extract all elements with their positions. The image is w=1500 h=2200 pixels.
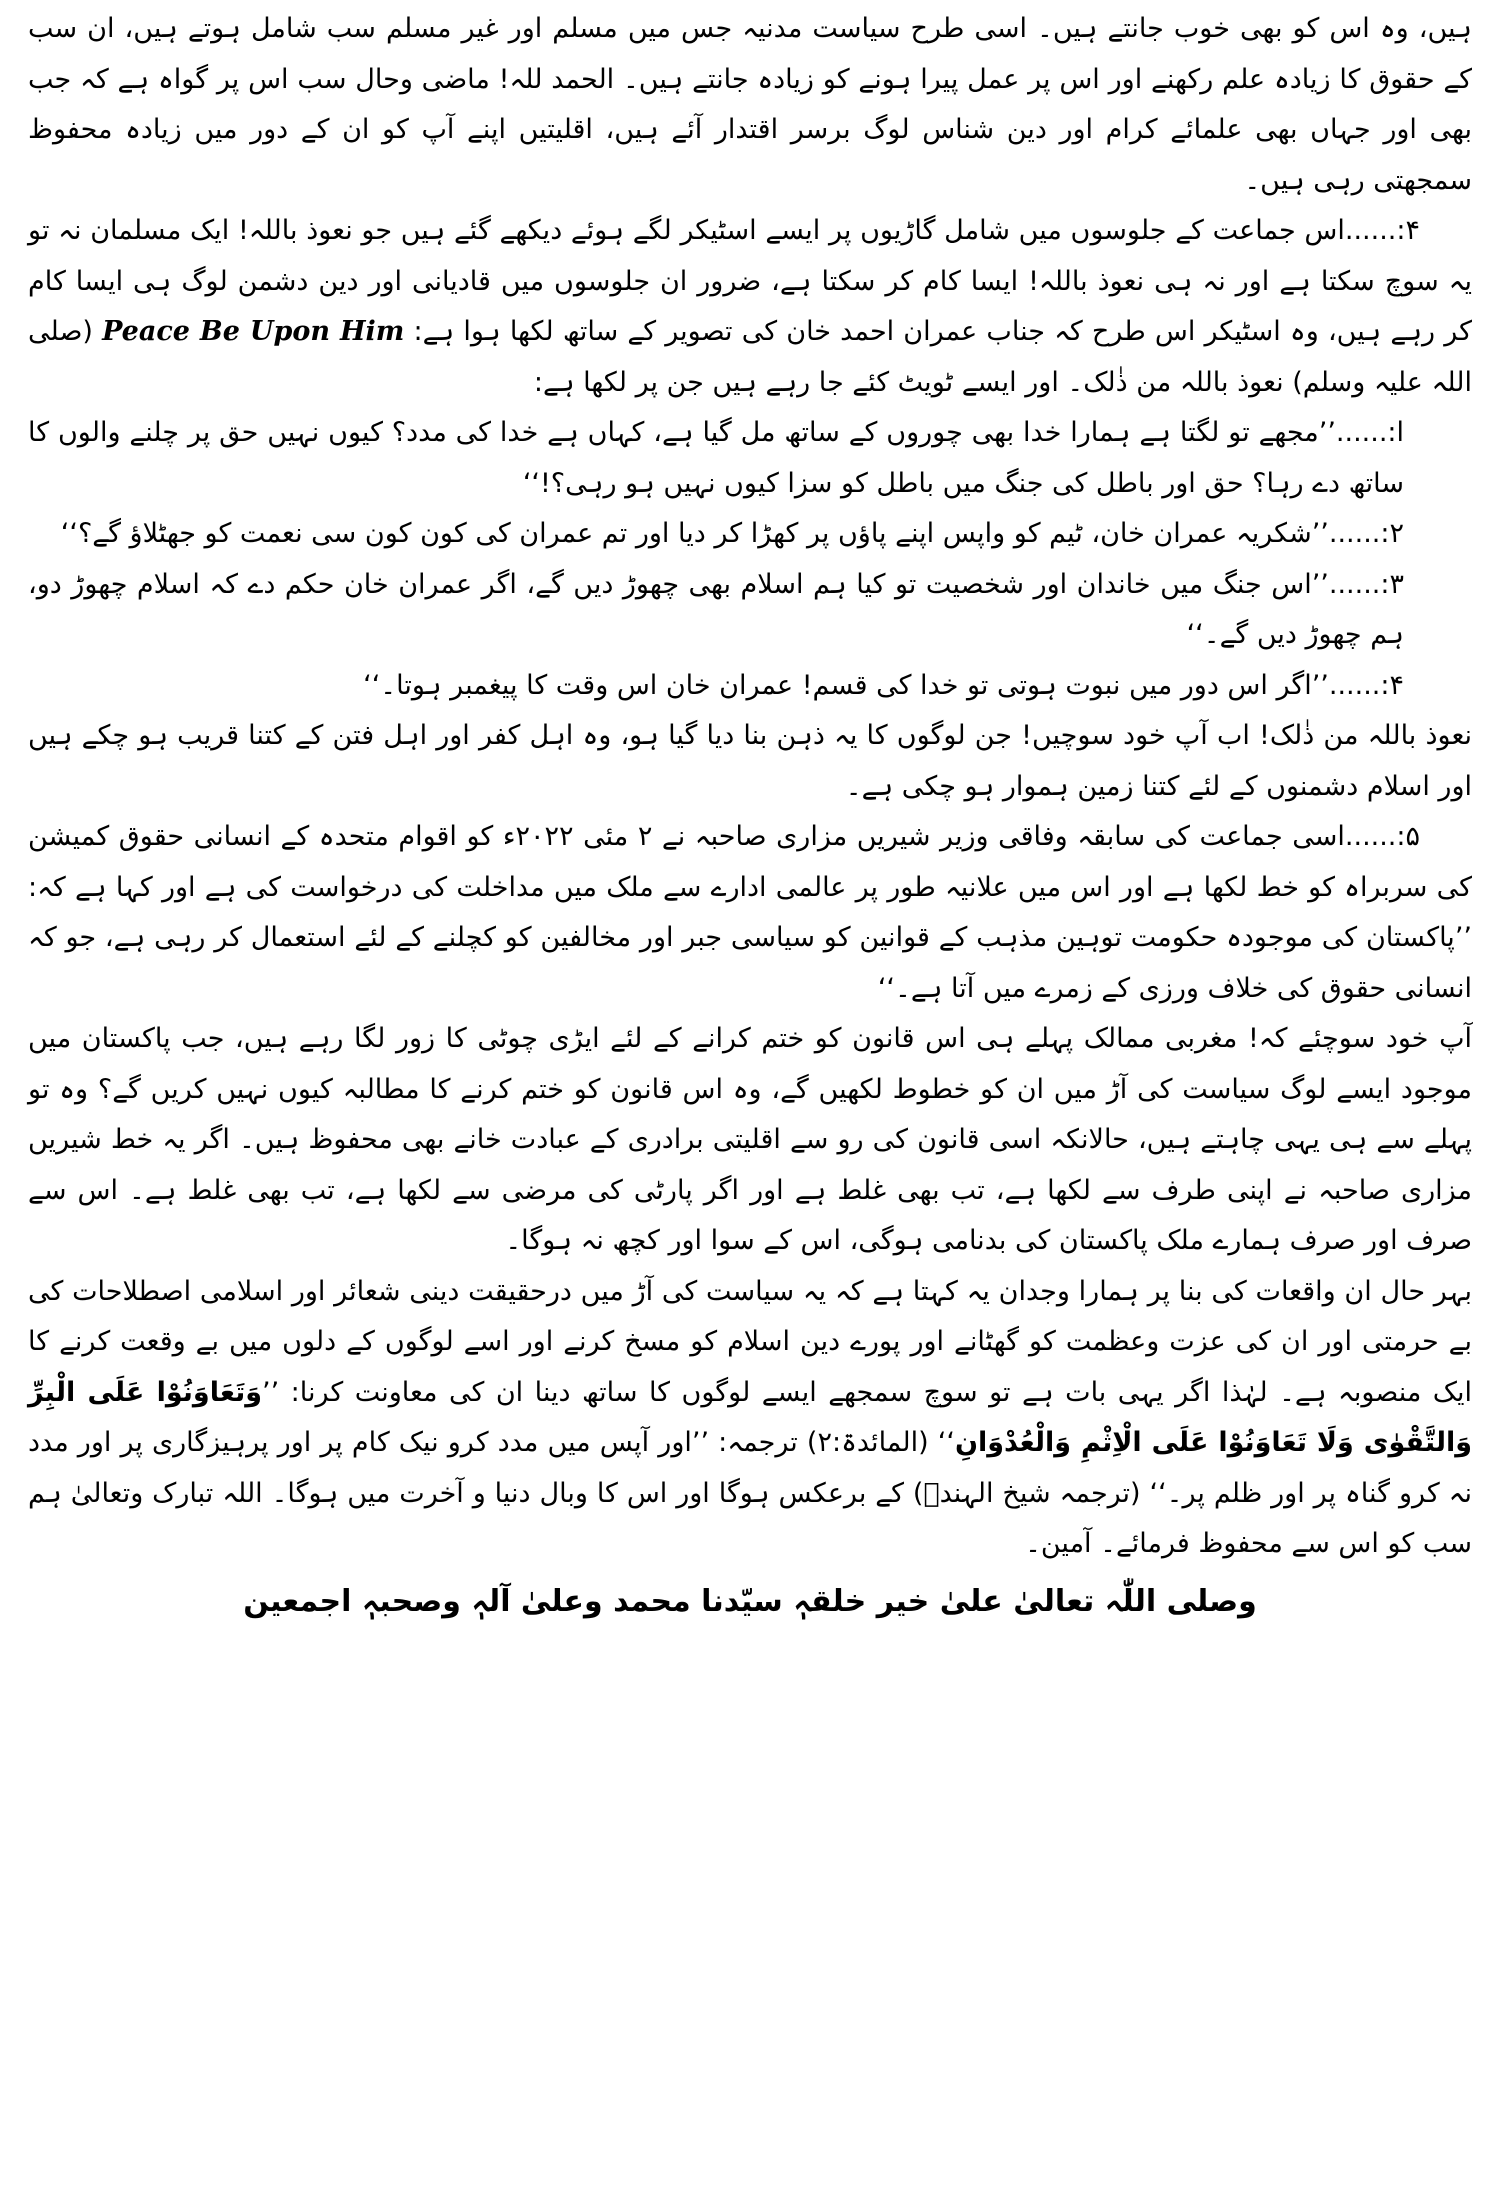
paragraph-point-4-continued: (صلی اللہ علیہ وسلم) نعوذ باللہ من ذٰلک۔ اور ایسے ٹویٹ کئے جا رہے ہیں جن پر لکھا ہے: bbox=[28, 316, 1472, 398]
paragraph-reflection: نعوذ باللہ من ذٰلک! اب آپ خود سوچیں! جن لوگوں کا یہ ذہن بنا دیا گیا ہو، وہ اہل کفر اور اہل فتن کے کتنا قریب ہو چکے ہیں اور اسلام دشمنوں کے لئے کتنا زمین ہموار ہو چکی ہے۔ bbox=[28, 720, 1472, 802]
quote-4: ۴:......’’اگر اس دور میں نبوت ہوتی تو خدا کی قسم! عمران خان اس وقت کا پیغمبر ہوتا۔‘‘ bbox=[363, 669, 1404, 701]
paragraph-letter-analysis: آپ خود سوچئے کہ! مغربی ممالک پہلے ہی اس قانون کو ختم کرانے کے لئے ایڑی چوٹی کا زور لگا رہے ہیں، جب پاکستان میں موجود ایسے لوگ سیاست کی آڑ میں ان کو خطوط لکھیں گے، وہ اس قانون کو ختم کرنے کا مطالبہ کیوں نہیں کریں گے؟ وہ تو پہلے سے ہی یہی چاہتے ہیں، حالانکہ اسی قانون کی رو سے اقلیتی برادری کے عبادت خانے بھی محفوظ ہیں۔ اگر یہ خط شیریں مزاری صاحبہ نے اپنی طرف سے لکھا ہے، تب بھی غلط ہے اور اگر پارٹی کی مرضی سے لکھا ہے، تب بھی غلط ہے۔ اس سے صرف اور صرف ہمارے ملک پاکستان کی بدنامی ہوگی، اس کے سوا اور کچھ نہ ہوگا۔ bbox=[28, 1023, 1472, 1256]
closing-salutation: وصلی اللّٰہ تعالیٰ علیٰ خیر خلقہٖ سیّدنا محمد وعلیٰ آلہٖ وصحبہٖ اجمعین bbox=[243, 1583, 1257, 1619]
quran-verse: وَتَعَاوَنُوْا عَلَی الْبِرِّ وَالتَّقْوٰی وَلَا تَعَاوَنُوْا عَلَی الْاِثْمِ وَالْعُدْوَانِ bbox=[28, 1376, 1473, 1458]
paragraph-conclusion bbox=[28, 1267, 1472, 1570]
paragraph-point-4 bbox=[28, 206, 1472, 408]
paragraph-conclusion-text: بہر حال ان واقعات کی بنا پر ہمارا وجدان یہ کہتا ہے کہ یہ سیاست کی آڑ میں درحقیقت دینی شعائر اور اسلامی اصطلاحات کی بے حرمتی اور ان کی عزت وعظمت کو گھٹانے اور پورے دین اسلام کو مسخ کرنے اور اسے لوگوں کے دلوں میں بے وقعت کرنے کا ایک منصوبہ ہے۔ لہٰذا اگر یہی بات ہے تو سوچ سمجھے ایسے لوگوں کا ساتھ دینا ان کی معاونت کرنا: ’’ bbox=[28, 1275, 1472, 1408]
quote-3: ۳:......’’اس جنگ میں خاندان اور شخصیت تو کیا ہم اسلام بھی چھوڑ دیں گے، اگر عمران خان حکم دے کہ اسلام چھوڑ دو، ہم چھوڑ دیں گے۔‘‘ bbox=[28, 568, 1404, 650]
paragraph-point-4-text: ۴:......اس جماعت کے جلوسوں میں شامل گاڑیوں پر ایسے اسٹیکر لگے ہوئے دیکھے گئے ہیں جو نعوذ باللہ! ایک مسلمان نہ تو یہ سوچ سکتا ہے اور نہ ہی نعوذ باللہ! ایسا کام کر سکتا ہے، ضرور ان جلوسوں میں قادیانی اور دین دشمن لوگ ہی ایسا کام کر رہے ہیں، وہ اسٹیکر اس طرح کہ جناب عمران احمد خان کی تصویر کے ساتھ لکھا ہوا ہے: bbox=[28, 215, 1472, 347]
sticker-latin-text: Peace Be Upon Him bbox=[102, 316, 405, 347]
paragraph-intro: ہیں، وہ اس کو بھی خوب جانتے ہیں۔ اسی طرح سیاست مدنیہ جس میں مسلم اور غیر مسلم سب شامل ہوتے ہیں، ان سب کے حقوق کا زیادہ علم رکھنے اور اس پر عمل پیرا ہونے کو زیادہ جانتے ہیں۔ الحمد للہ! ماضی وحال سب اس پر گواہ ہے کہ جب بھی اور جہاں بھی علمائے کرام اور دین شناس لوگ برسر اقتدار آئے ہیں، اقلیتیں اپنے آپ کو ان کے دور میں زیادہ محفوظ سمجھتی رہی ہیں۔ bbox=[28, 13, 1472, 196]
quote-1: ا:......’’مجھے تو لگتا ہے ہمارا خدا بھی چوروں کے ساتھ مل گیا ہے، کہاں ہے خدا کی مدد؟ کیوں نہیں حق پر چلنے والوں کا ساتھ دے رہا؟ حق اور باطل کی جنگ میں باطل کو سزا کیوں نہیں ہو رہی؟!‘‘ bbox=[28, 417, 1404, 499]
paragraph-point-5: ۵:......اسی جماعت کی سابقہ وفاقی وزیر شیریں مزاری صاحبہ نے ۲ مئی ۲۰۲۲ء کو اقوام متحدہ کے انسانی حقوق کمیشن کی سربراہ کو خط لکھا ہے اور اس میں علانیہ طور پر عالمی ادارے سے ملک میں مداخلت کی درخواست کی ہے اور کہا ہے کہ: ’’پاکستان کی موجودہ حکومت توہین مذہب کے قوانین کو سیاسی جبر اور مخالفین کو کچلنے کے لئے استعمال کر رہی ہے، جو کہ انسانی حقوق کی خلاف ورزی کے زمرے میں آتا ہے۔‘‘ bbox=[28, 821, 1472, 1004]
quote-2: ۲:......’’شکریہ عمران خان، ٹیم کو واپس اپنے پاؤں پر کھڑا کر دیا اور تم عمران کی کون کون سی نعمت کو جھٹلاؤ گے؟‘‘ bbox=[60, 518, 1404, 549]
paragraph-conclusion-continued: ‘‘ (المائدۃ:۲) ترجمہ: ’’اور آپس میں مدد کرو نیک کام پر اور پرہیزگاری پر اور مدد نہ کرو گناہ پر اور ظلم پر۔‘‘ (ترجمہ شیخ الہندؒ) کے برعکس ہوگا اور اس کا وبال دنیا و آخرت میں ہوگا۔ اللہ تبارک وتعالیٰ ہم سب کو اس سے محفوظ فرمائے۔ آمین۔ bbox=[28, 1427, 1472, 1559]
